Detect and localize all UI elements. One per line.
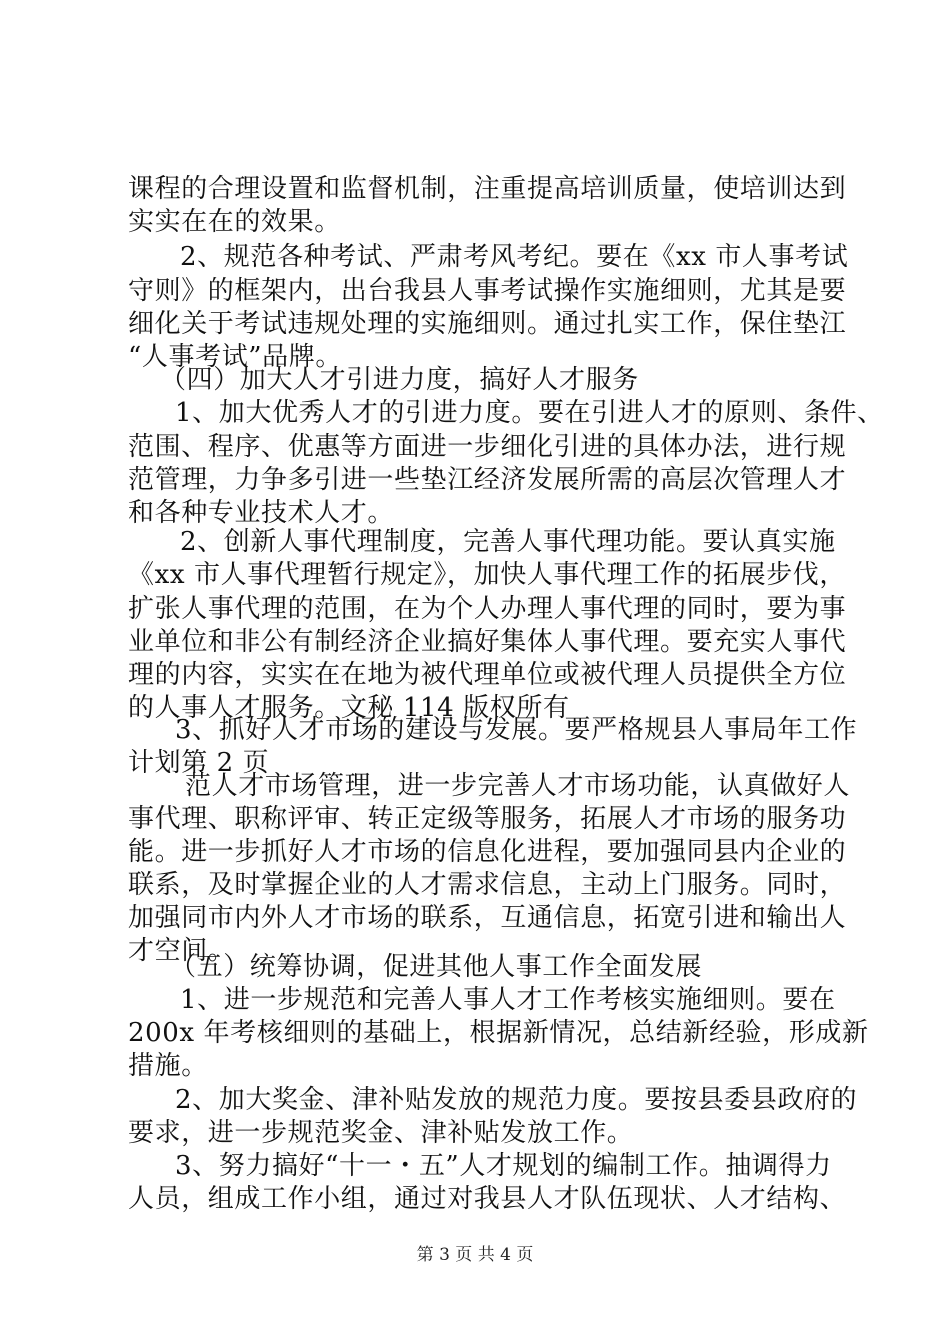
body-line: 3、努力搞好“十一・五”人才规划的编制工作。抽调得力	[175, 1151, 832, 1181]
body-line: 措施。	[128, 1051, 208, 1081]
body-line: 人员，组成工作小组，通过对我县人才队伍现状、人才结构、	[128, 1184, 847, 1214]
body-line: 能。进一步抓好人才市场的信息化进程，要加强同县内企业的	[128, 837, 847, 867]
section-heading: （五）统筹协调，促进其他人事工作全面发展	[170, 952, 703, 982]
body-line: 事代理、职称评审、转正定级等服务，拓展人才市场的服务功	[128, 804, 847, 834]
body-line: 理的内容，实实在在地为被代理单位或被代理人员提供全方位	[128, 660, 847, 690]
body-line: 200x 年考核细则的基础上，根据新情况，总结新经验，形成新	[128, 1018, 869, 1048]
body-line: 业单位和非公有制经济企业搞好集体人事代理。要充实人事代	[128, 627, 847, 657]
body-line: 范人才市场管理，进一步完善人才市场功能，认真做好人	[185, 771, 851, 801]
body-line: “人事考试”品牌。	[128, 342, 342, 372]
body-line: 范管理，力争多引进一些垫江经济发展所需的高层次管理人才	[128, 465, 847, 495]
body-line: 课程的合理设置和监督机制，注重提高培训质量，使培训达到	[128, 174, 847, 204]
body-line: 2、加大奖金、津补贴发放的规范力度。要按县委县政府的	[175, 1085, 858, 1115]
body-line: 才空间。	[128, 936, 235, 966]
section-heading: （四）加大人才引进力度，搞好人才服务	[160, 365, 639, 395]
body-line: 守则》的框架内，出台我县人事考试操作实施细则，尤其是要	[128, 276, 847, 306]
body-line: 细化关于考试违规处理的实施细则。通过扎实工作，保住垫江	[128, 309, 847, 339]
body-line: 加强同市内外人才市场的联系，互通信息，拓宽引进和输出人	[128, 903, 847, 933]
body-line: 联系，及时掌握企业的人才需求信息，主动上门服务。同时，	[128, 870, 847, 900]
body-line: 的人事人才服务。文秘 114 版权所有	[128, 693, 570, 723]
body-line: 2、创新人事代理制度，完善人事代理功能。要认真实施	[180, 527, 836, 557]
body-line: 《xx 市人事代理暂行规定》，加快人事代理工作的拓展步伐，	[128, 560, 846, 590]
page-number-footer: 第 3 页 共 4 页	[416, 1245, 534, 1265]
body-line: 和各种专业技术人才。	[128, 498, 395, 528]
body-line: 1、进一步规范和完善人事人才工作考核实施细则。要在	[180, 985, 836, 1015]
body-line: 计划第 2 页	[128, 748, 270, 778]
body-line: 2、规范各种考试、严肃考风考纪。要在《xx 市人事考试	[180, 242, 849, 272]
body-line: 范围、程序、优惠等方面进一步细化引进的具体办法，进行规	[128, 432, 847, 462]
body-line: 1、加大优秀人才的引进力度。要在引进人才的原则、条件、	[175, 398, 884, 428]
body-line: 实实在在的效果。	[128, 207, 341, 237]
body-line: 3、抓好人才市场的建设与发展。要严格规县人事局年工作	[175, 715, 858, 745]
body-line: 要求，进一步规范奖金、津补贴发放工作。	[128, 1118, 634, 1148]
body-line: 扩张人事代理的范围，在为个人办理人事代理的同时，要为事	[128, 594, 847, 624]
